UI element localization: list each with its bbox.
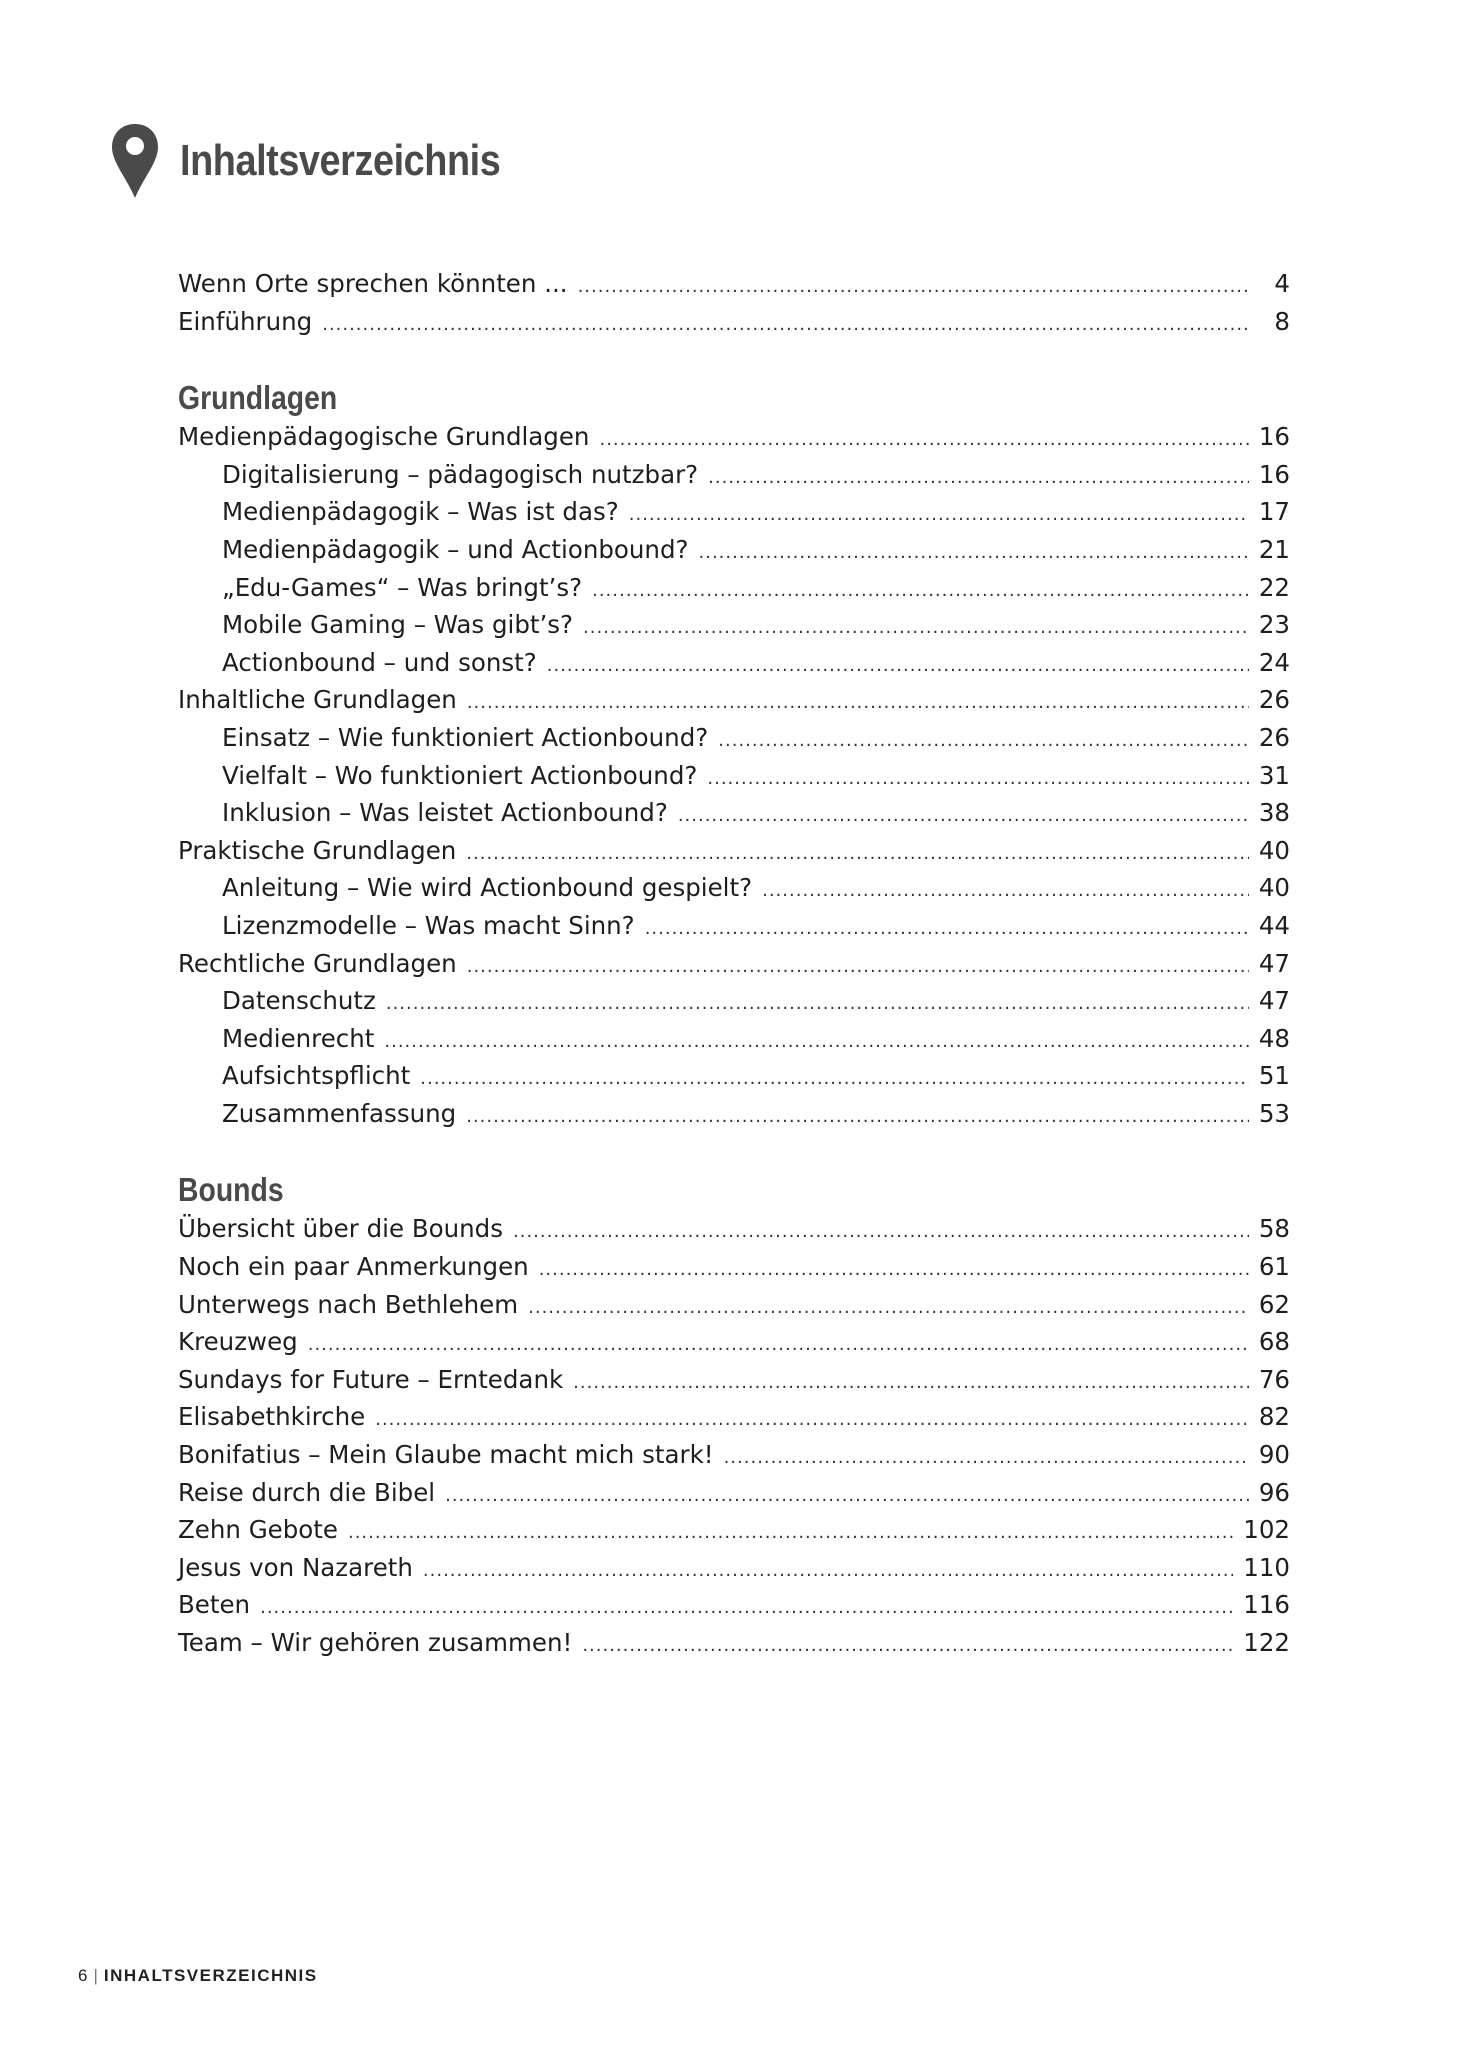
toc-entry-label: Lizenzmodelle – Was macht Sinn? [222,910,635,940]
toc-entry-page: 68 [1258,1327,1290,1357]
toc-entry-label: Sundays for Future – Erntedank [178,1364,564,1394]
toc-entry-label: Beten [178,1590,251,1620]
toc-subentry[interactable] [178,531,1290,569]
toc-entry-label: Übersicht über die Bounds [178,1214,503,1244]
section-heading: Grundlagen [178,379,338,417]
toc-subentry[interactable] [178,982,1290,1020]
dot-leader [308,1326,1249,1364]
toc-entry-page: 48 [1258,1023,1290,1053]
toc-entry[interactable] [178,1361,1290,1399]
toc-entry-label: Einführung [178,306,313,336]
toc-entry-page: 26 [1258,722,1290,752]
toc-entry-page: 47 [1258,948,1290,978]
toc-entry[interactable] [178,1511,1290,1549]
toc-entry-label: Einsatz – Wie funktioniert Actionbound? [222,722,709,752]
toc-entry[interactable] [178,1210,1290,1248]
dot-leader [629,496,1249,534]
toc-entry-label: Wenn Orte sprechen könnten ... [178,269,568,298]
dot-leader [445,1477,1249,1515]
dot-leader [699,534,1249,572]
toc-entry-page: 61 [1258,1252,1290,1282]
toc-entry-page: 23 [1258,610,1290,640]
toc-entry-page: 116 [1243,1590,1290,1620]
dot-leader [528,1289,1249,1327]
page-title: Inhaltsverzeichnis [180,136,501,185]
toc-entry-label: Mobile Gaming – Was gibt’s? [222,610,574,640]
toc-entry-page: 51 [1258,1061,1290,1091]
toc-subentry[interactable] [178,869,1290,907]
toc-entry-label: Praktische Grundlagen [178,835,457,865]
toc-entry-page: 4 [1274,269,1290,298]
toc-entry-page: 44 [1258,910,1290,940]
toc-entry-label: Zehn Gebote [178,1515,338,1545]
toc-entry-label: Vielfalt – Wo funktioniert Actionbound? [222,760,698,790]
toc-section-bounds [178,1170,1290,1661]
toc-subentry[interactable] [178,456,1290,494]
dot-leader [582,1627,1233,1665]
toc-entry-label: Elisabethkirche [178,1402,366,1432]
toc-entry-label: Medienrecht [222,1023,375,1053]
dot-leader [467,948,1249,986]
toc-entry-page: 31 [1258,760,1290,790]
dot-leader [724,1439,1249,1477]
toc-entry-label: Bonifatius – Mein Glaube macht mich stark! [178,1440,714,1470]
toc-entry-label: Inklusion – Was leistet Actionbound? [222,798,668,828]
running-head: INHALTSVERZEICHNIS [103,1966,318,1985]
dot-leader [466,1098,1249,1136]
dot-leader [592,572,1249,610]
toc-entry-label: Actionbound – und sonst? [222,647,537,677]
toc-subentry[interactable] [178,719,1290,757]
toc-entry-label: Datenschutz [222,986,376,1016]
toc-entry-page: 40 [1258,873,1290,903]
toc-subentry[interactable] [178,1095,1290,1133]
toc-subentry[interactable] [178,907,1290,945]
dot-leader [578,268,1250,306]
toc-entry[interactable] [178,832,1290,870]
toc-entry-page: 38 [1258,798,1290,828]
toc-entry-page: 17 [1258,497,1290,527]
dot-leader [260,1589,1233,1627]
toc-entry[interactable] [178,1248,1290,1286]
dot-leader [375,1401,1249,1439]
footer-separator: | [93,1966,98,1985]
toc-entry-label: Team – Wir gehören zusammen! [178,1628,573,1657]
toc-entry-page: 16 [1258,459,1290,489]
toc-entry-label: Inhaltliche Grundlagen [178,685,457,715]
toc-entry-page: 26 [1258,685,1290,715]
dot-leader [467,684,1249,722]
toc-entry-page: 22 [1258,572,1290,602]
toc-entry-page: 122 [1243,1628,1290,1657]
dot-leader [539,1251,1249,1289]
dot-leader [707,760,1248,798]
toc-entry-page: 53 [1258,1098,1290,1128]
toc-entry-label: Noch ein paar Anmerkungen [178,1252,529,1282]
toc-entry[interactable] [178,1586,1290,1624]
toc-entry[interactable] [178,418,1290,456]
toc-entry-label: Zusammenfassung [222,1098,457,1128]
toc-entry-label: Unterwegs nach Bethlehem [178,1289,519,1319]
toc-entry[interactable] [178,1624,1290,1662]
toc-entry[interactable] [178,1398,1290,1436]
toc-section-grundlagen [178,378,1290,1132]
dot-leader [762,872,1249,910]
toc-entry-page: 40 [1258,835,1290,865]
dot-leader [599,421,1248,459]
page-header [110,122,552,200]
toc-subentry[interactable] [178,1057,1290,1095]
dot-leader [322,306,1250,344]
page-number: 6 [78,1966,88,1985]
toc-entry-page: 58 [1258,1214,1290,1244]
dot-leader [513,1213,1249,1251]
toc-subentry[interactable] [178,493,1290,531]
toc-entry-label: Kreuzweg [178,1327,298,1357]
dot-leader [718,722,1249,760]
toc-entry-page: 102 [1243,1515,1290,1545]
map-pin-icon [110,122,160,200]
toc-entry-label: Jesus von Nazareth [178,1552,413,1582]
toc-entry-label: Medienpädagogische Grundlagen [178,422,590,452]
dot-leader [384,1023,1248,1061]
toc-entry-page: 90 [1258,1440,1290,1470]
toc-entry-page: 96 [1258,1477,1290,1507]
toc-entry[interactable] [178,1436,1290,1474]
toc-entry[interactable] [178,681,1290,719]
toc-entry-label: „Edu-Games“ – Was bringt’s? [222,572,583,602]
dot-leader [348,1514,1233,1552]
toc-intro-section [178,265,1290,340]
toc-subentry[interactable] [178,606,1290,644]
toc-entry[interactable] [178,265,1290,303]
toc-entry-page: 62 [1258,1289,1290,1319]
toc-entry-label: Reise durch die Bibel [178,1477,436,1507]
toc-subentry[interactable] [178,569,1290,607]
table-of-contents [178,265,1290,1662]
toc-subentry[interactable] [178,757,1290,795]
toc-entry-label: Medienpädagogik – und Actionbound? [222,534,689,564]
dot-leader [583,609,1249,647]
toc-entry[interactable] [178,1323,1290,1361]
toc-entry[interactable] [178,945,1290,983]
dot-leader [547,647,1249,685]
toc-entry-page: 110 [1243,1552,1290,1582]
dot-leader [466,835,1249,873]
toc-entry-page: 82 [1258,1402,1290,1432]
toc-entry[interactable] [178,1549,1290,1587]
dot-leader [423,1552,1233,1590]
toc-entry-page: 24 [1258,647,1290,677]
toc-entry-page: 47 [1258,986,1290,1016]
dot-leader [420,1060,1249,1098]
toc-entry-page: 16 [1258,422,1290,452]
toc-subentry[interactable] [178,1020,1290,1058]
toc-entry[interactable] [178,303,1290,341]
toc-entry-page: 76 [1258,1364,1290,1394]
toc-entry-label: Medienpädagogik – Was ist das? [222,497,619,527]
toc-entry[interactable] [178,1474,1290,1512]
dot-leader [708,459,1249,497]
toc-subentry[interactable] [178,644,1290,682]
toc-entry-label: Digitalisierung – pädagogisch nutzbar? [222,459,699,489]
dot-leader [678,797,1249,835]
toc-entry-page: 8 [1274,306,1290,336]
section-heading: Bounds [178,1171,284,1209]
toc-entry-label: Anleitung – Wie wird Actionbound gespielt? [222,873,753,903]
toc-entry-label: Rechtliche Grundlagen [178,948,457,978]
toc-entry-page: 21 [1258,534,1290,564]
page-footer [78,1966,318,1986]
toc-entry[interactable] [178,1286,1290,1324]
toc-subentry[interactable] [178,794,1290,832]
dot-leader [386,985,1249,1023]
dot-leader [573,1364,1249,1402]
dot-leader [645,910,1249,948]
toc-entry-label: Aufsichtspflicht [222,1061,411,1091]
